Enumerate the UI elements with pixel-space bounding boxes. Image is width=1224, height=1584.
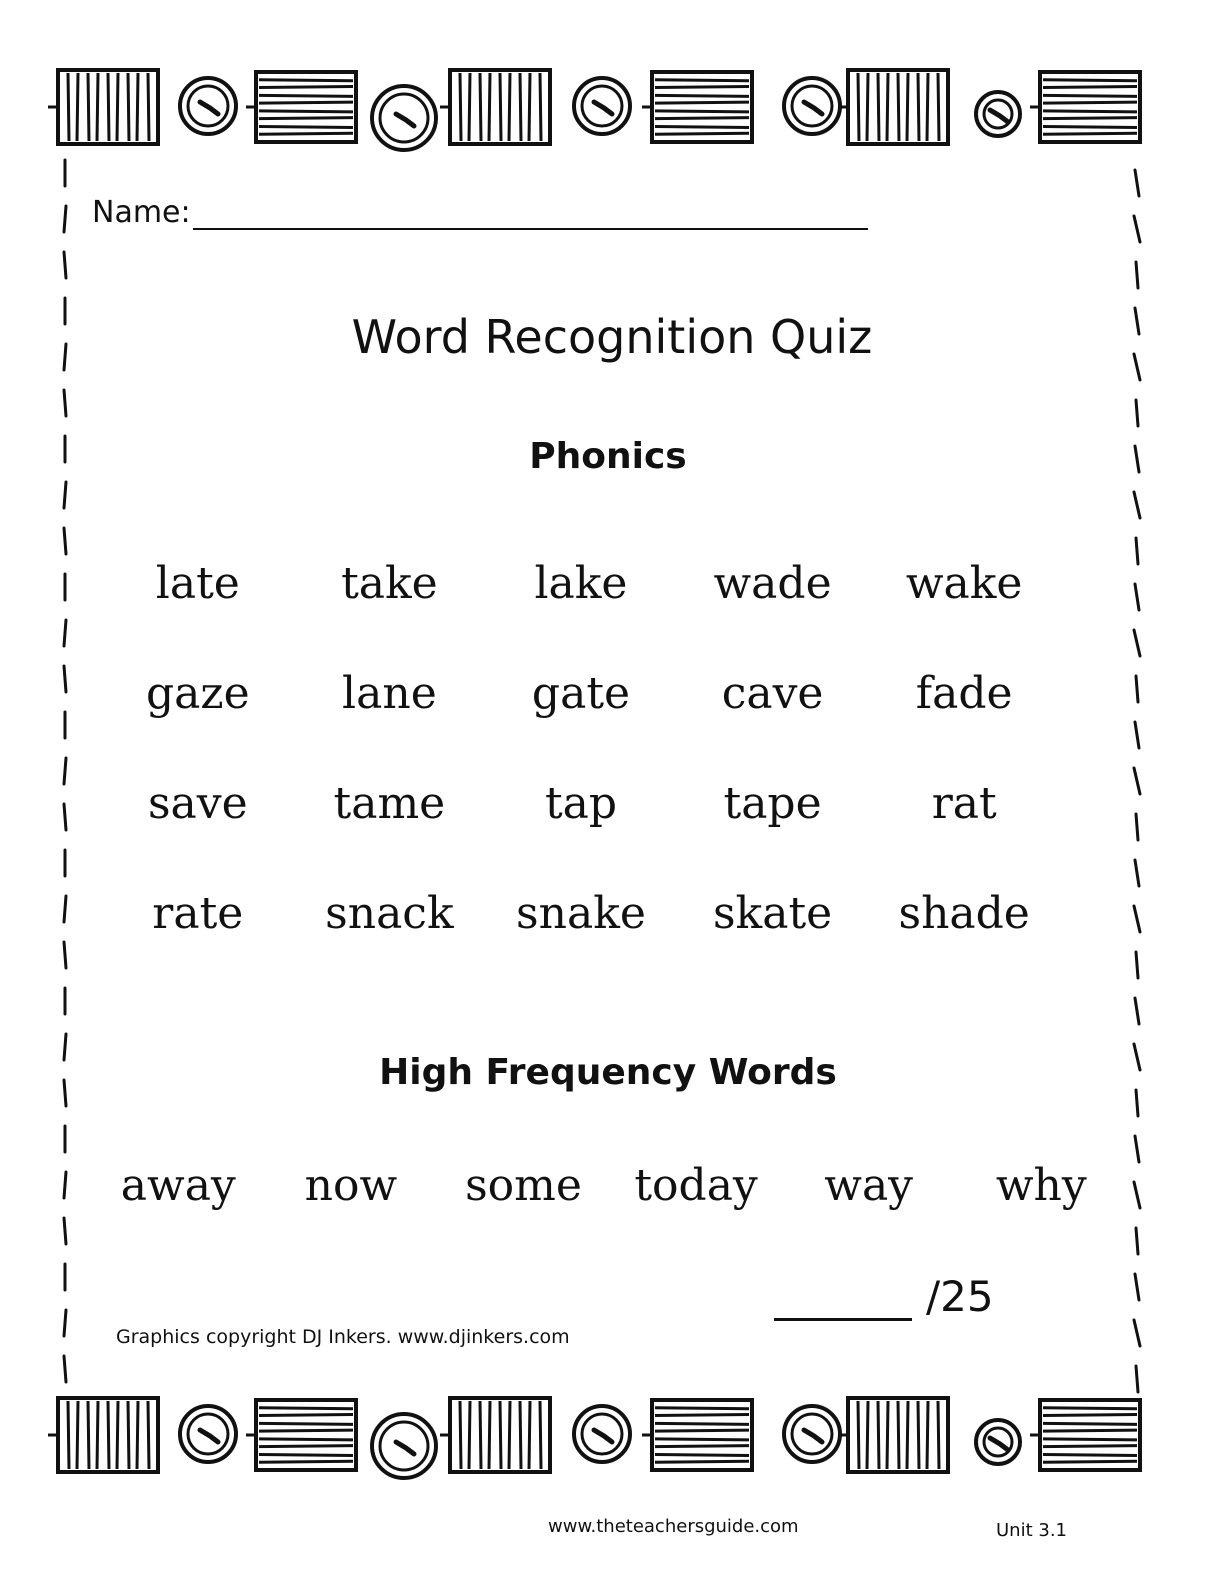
thread-spool-icon xyxy=(440,70,550,144)
phonics-word: shade xyxy=(898,888,1030,939)
thread-spool-icon xyxy=(246,1400,356,1470)
phonics-word: tame xyxy=(333,778,446,829)
button-icon xyxy=(180,78,236,134)
phonics-word: snack xyxy=(325,888,454,939)
high-frequency-heading: High Frequency Words xyxy=(379,1052,837,1093)
high-frequency-word: some xyxy=(465,1160,582,1211)
phonics-word: snake xyxy=(516,888,646,939)
top-sewing-border xyxy=(48,70,1140,150)
phonics-word: lane xyxy=(342,668,437,719)
thread-spool-icon xyxy=(1030,1400,1140,1470)
website-footer: www.theteachersguide.com xyxy=(548,1516,799,1537)
score-blank-line xyxy=(774,1272,912,1321)
high-frequency-word: now xyxy=(304,1160,398,1211)
phonics-word: late xyxy=(155,558,240,609)
button-icon xyxy=(372,86,436,150)
thread-spool-icon xyxy=(48,1398,158,1472)
button-icon xyxy=(784,78,840,134)
button-icon xyxy=(976,1420,1020,1464)
button-icon xyxy=(574,78,630,134)
button-icon xyxy=(976,92,1020,136)
copyright-notice: Graphics copyright DJ Inkers. www.djinkers.com xyxy=(116,1326,570,1348)
thread-spool-icon xyxy=(1030,72,1140,142)
high-frequency-word: away xyxy=(120,1160,236,1211)
high-frequency-word-row xyxy=(92,1158,1128,1214)
unit-label: Unit 3.1 xyxy=(996,1520,1067,1541)
phonics-word: save xyxy=(147,778,248,829)
phonics-word: wade xyxy=(713,558,832,609)
phonics-word: lake xyxy=(534,558,628,609)
phonics-heading: Phonics xyxy=(529,436,687,477)
phonics-word: gate xyxy=(531,668,631,719)
phonics-word: fade xyxy=(915,668,1013,719)
phonics-word: rat xyxy=(931,778,997,829)
page-title: Word Recognition Quiz xyxy=(351,310,873,364)
name-blank-line xyxy=(193,192,868,230)
phonics-word: take xyxy=(341,558,438,609)
score-field xyxy=(774,1272,994,1321)
score-total: /25 xyxy=(926,1272,994,1321)
high-frequency-word: why xyxy=(995,1160,1087,1211)
thread-spool-icon xyxy=(48,70,158,144)
high-frequency-word: today xyxy=(634,1160,758,1211)
thread-spool-icon xyxy=(642,1400,752,1470)
button-icon xyxy=(574,1406,630,1462)
thread-spool-icon xyxy=(642,72,752,142)
phonics-word: cave xyxy=(721,668,824,719)
thread-spool-icon xyxy=(246,72,356,142)
phonics-word: rate xyxy=(152,888,244,939)
high-frequency-word: way xyxy=(824,1160,914,1211)
button-icon xyxy=(180,1406,236,1462)
phonics-word-grid xyxy=(102,556,1060,942)
name-label: Name: xyxy=(92,195,191,230)
phonics-word: wake xyxy=(905,558,1023,609)
phonics-word: tap xyxy=(544,778,618,829)
thread-spool-icon xyxy=(838,1398,948,1472)
thread-spool-icon xyxy=(440,1398,550,1472)
name-field xyxy=(92,192,868,230)
button-icon xyxy=(784,1406,840,1462)
phonics-word: skate xyxy=(712,888,833,939)
phonics-word: tape xyxy=(723,778,822,829)
thread-spool-icon xyxy=(838,70,948,144)
bottom-sewing-border xyxy=(48,1398,1140,1478)
button-icon xyxy=(372,1414,436,1478)
phonics-word: gaze xyxy=(145,668,250,719)
